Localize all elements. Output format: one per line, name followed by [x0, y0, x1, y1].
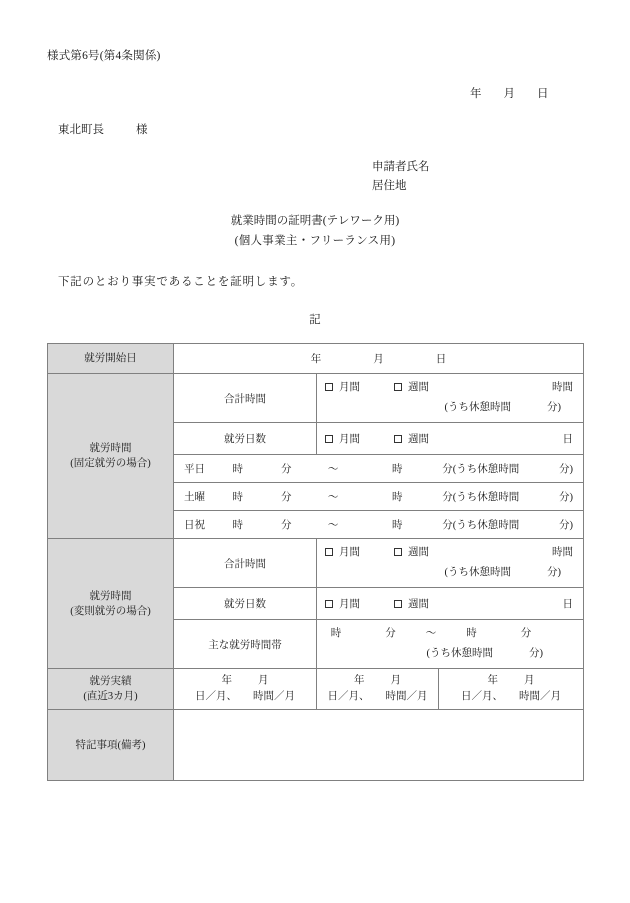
document-title-line1: 就業時間の証明書(テレワーク用): [230, 215, 400, 227]
band-break-unit: 分): [529, 648, 543, 659]
weekday-end-hour: 時: [391, 464, 403, 475]
saturday-name: 土曜: [184, 492, 205, 503]
sunday-holiday-start-hour: 時: [232, 520, 243, 531]
record-month: 月: [258, 675, 269, 686]
saturday-row-cell[interactable]: [174, 483, 584, 511]
checkbox-icon[interactable]: [325, 548, 333, 556]
fixed-total-weekly-option[interactable]: [394, 378, 429, 398]
weekday-end-min: 分: [442, 464, 453, 475]
variable-total-weekly-option[interactable]: [394, 543, 429, 563]
record-hours: 時間／月: [519, 691, 561, 702]
applicant-name-label: 申請者氏名: [372, 161, 430, 173]
document-title-line2: (個人事業主・フリーランス用): [234, 235, 396, 247]
certification-statement: 下記のとおり事実であることを証明します。: [58, 276, 304, 288]
fixed-total-hours-label: 合計時間: [174, 374, 317, 423]
fixed-days-weekly-label: 週間: [408, 434, 429, 445]
record-year: 年: [221, 675, 232, 686]
weekday-start-min: 分: [280, 464, 292, 475]
record-days: 日／月、: [327, 691, 370, 702]
band-end-hour: 時: [466, 628, 477, 639]
sunday-holiday-end-hour: 時: [391, 520, 403, 531]
band-start-hour: 時: [330, 628, 342, 639]
work-record-fields: [317, 669, 438, 709]
document-title: [0, 211, 630, 251]
saturday-break-unit: 分): [559, 492, 573, 503]
checkbox-icon[interactable]: [394, 435, 402, 443]
sunday-holiday-start-min: 分: [280, 520, 292, 531]
start-date-year: 年: [310, 354, 322, 365]
sunday-holiday-break-unit: 分): [559, 520, 573, 531]
variable-work-label-line2: (変則就労の場合): [70, 605, 151, 617]
sunday-holiday-fields: [174, 511, 583, 538]
saturday-start-hour: 時: [232, 492, 243, 503]
addressee-line: [58, 121, 148, 137]
band-end-min: 分: [520, 628, 532, 639]
checkbox-icon[interactable]: [325, 383, 333, 391]
record-hours: 時間／月: [385, 691, 428, 702]
start-date-fields: [174, 344, 583, 373]
work-record-label: [48, 669, 174, 710]
fixed-total-hours-fields: [317, 374, 583, 422]
variable-total-hours-label: 合計時間: [174, 539, 317, 588]
date-line: [470, 85, 549, 101]
saturday-break-note: (うち休憩時間: [452, 492, 520, 503]
record-days: 日／月、: [461, 691, 503, 702]
weekday-break-unit: 分): [559, 464, 573, 475]
fixed-work-days-label: 就労日数: [174, 423, 317, 455]
checkbox-icon[interactable]: [325, 600, 333, 608]
sunday-holiday-row-cell[interactable]: [174, 511, 584, 539]
weekday-row-cell[interactable]: [174, 455, 584, 483]
band-break-note: (うち休憩時間: [426, 648, 493, 659]
variable-work-days-unit: 日: [562, 599, 573, 610]
variable-total-monthly-option[interactable]: [325, 543, 360, 563]
variable-work-days-fields: [317, 588, 583, 619]
band-start-min: 分: [385, 628, 396, 639]
record-month: 月: [524, 675, 535, 686]
variable-days-monthly-option[interactable]: [325, 596, 360, 611]
date-year-label: 年: [470, 88, 482, 100]
fixed-total-monthly-label: 月間: [339, 382, 360, 393]
start-date-label: 就労開始日: [48, 344, 174, 374]
applicant-block: [372, 158, 430, 196]
work-record-month-1[interactable]: [174, 669, 317, 710]
fixed-total-hours-value-cell[interactable]: [317, 374, 584, 423]
fixed-days-weekly-option[interactable]: [394, 431, 429, 446]
variable-days-weekly-label: 週間: [408, 599, 429, 610]
variable-days-weekly-option[interactable]: [394, 596, 429, 611]
fixed-work-days-unit: 日: [562, 434, 573, 445]
weekday-break-note: (うち休憩時間: [452, 464, 520, 475]
variable-total-break-note: (うち休憩時間: [444, 567, 511, 578]
checkbox-icon[interactable]: [394, 600, 402, 608]
sunday-holiday-tilde: ～: [327, 520, 339, 531]
work-hours-table: [47, 343, 584, 781]
start-date-day: 日: [435, 354, 447, 365]
record-year: 年: [487, 675, 498, 686]
weekday-fields: [174, 455, 583, 482]
band-tilde: ～: [425, 628, 437, 639]
work-record-label-line2: (直近3カ月): [83, 691, 138, 702]
saturday-fields: [174, 483, 583, 510]
table-row-work-record: [48, 669, 584, 710]
variable-total-hours-fields: [317, 539, 583, 587]
sunday-holiday-end-min: 分: [442, 520, 453, 531]
record-month: 月: [390, 675, 401, 686]
record-year: 年: [354, 675, 365, 686]
work-record-month-3[interactable]: [439, 669, 584, 710]
applicant-address-label: 居住地: [372, 180, 407, 192]
form-number: 様式第6号(第4条関係): [47, 50, 161, 62]
variable-total-hours-value-cell[interactable]: [317, 539, 584, 588]
fixed-work-days-fields: [317, 423, 583, 454]
work-record-fields: [439, 669, 583, 709]
addressee-honorific: 様: [136, 124, 148, 136]
addressee-name: 東北町長: [58, 124, 104, 136]
fixed-work-label-line1: 就労時間: [89, 443, 132, 454]
record-hours: 時間／月: [253, 691, 295, 702]
variable-work-days-label: 就労日数: [174, 588, 317, 620]
notes-label: 特記事項(備考): [48, 710, 174, 781]
variable-total-weekly-label: 週間: [408, 547, 429, 558]
fixed-total-weekly-label: 週間: [408, 382, 429, 393]
fixed-days-monthly-label: 月間: [339, 434, 360, 445]
sunday-holiday-name: 日祝: [184, 520, 205, 531]
saturday-start-min: 分: [280, 492, 292, 503]
table-row-start-date: [48, 344, 584, 374]
variable-total-break-unit: 分): [547, 567, 561, 578]
table-row-notes: [48, 710, 584, 781]
start-date-value-cell[interactable]: [174, 344, 584, 374]
fixed-work-section-label: [48, 374, 174, 539]
variable-work-label-line1: 就労時間: [89, 590, 132, 602]
fixed-total-break-unit: 分): [547, 402, 561, 413]
variable-total-monthly-label: 月間: [339, 547, 360, 558]
date-day-label: 日: [537, 88, 549, 100]
record-days: 日／月、: [195, 691, 237, 702]
fixed-work-days-value-cell[interactable]: [317, 423, 584, 455]
weekday-name: 平日: [184, 464, 205, 475]
main-time-band-fields: [317, 620, 583, 668]
saturday-end-hour: 時: [391, 492, 403, 503]
fixed-total-monthly-option[interactable]: [325, 378, 360, 398]
work-record-label-line1: 就労実績: [89, 676, 132, 687]
ki-mark: 記: [309, 314, 321, 326]
table-row-variable-total-hours: [48, 539, 584, 588]
variable-total-hours-unit: 時間: [552, 547, 573, 558]
checkbox-icon[interactable]: [394, 383, 402, 391]
checkbox-icon[interactable]: [325, 435, 333, 443]
main-time-band-value-cell[interactable]: [317, 620, 584, 669]
fixed-work-label-line2: (固定就労の場合): [70, 458, 151, 469]
sunday-holiday-break-note: (うち休憩時間: [452, 520, 520, 531]
weekday-tilde: ～: [327, 464, 339, 475]
work-record-fields: [174, 669, 316, 709]
variable-days-monthly-label: 月間: [339, 599, 360, 610]
work-record-month-2[interactable]: [317, 669, 439, 710]
main-time-band-label: 主な就労時間帯: [174, 620, 317, 669]
saturday-end-min: 分: [442, 492, 453, 503]
notes-value-cell[interactable]: [174, 710, 584, 781]
date-month-label: 月: [503, 88, 515, 100]
checkbox-icon[interactable]: [394, 548, 402, 556]
weekday-start-hour: 時: [232, 464, 243, 475]
fixed-total-break-note: (うち休憩時間: [444, 402, 511, 413]
start-date-month: 月: [373, 354, 384, 365]
fixed-total-hours-unit: 時間: [552, 382, 573, 393]
variable-work-section-label: [48, 539, 174, 669]
variable-work-days-value-cell[interactable]: [317, 588, 584, 620]
table-row-fixed-total-hours: [48, 374, 584, 423]
saturday-tilde: ～: [327, 492, 339, 503]
fixed-days-monthly-option[interactable]: [325, 431, 360, 446]
